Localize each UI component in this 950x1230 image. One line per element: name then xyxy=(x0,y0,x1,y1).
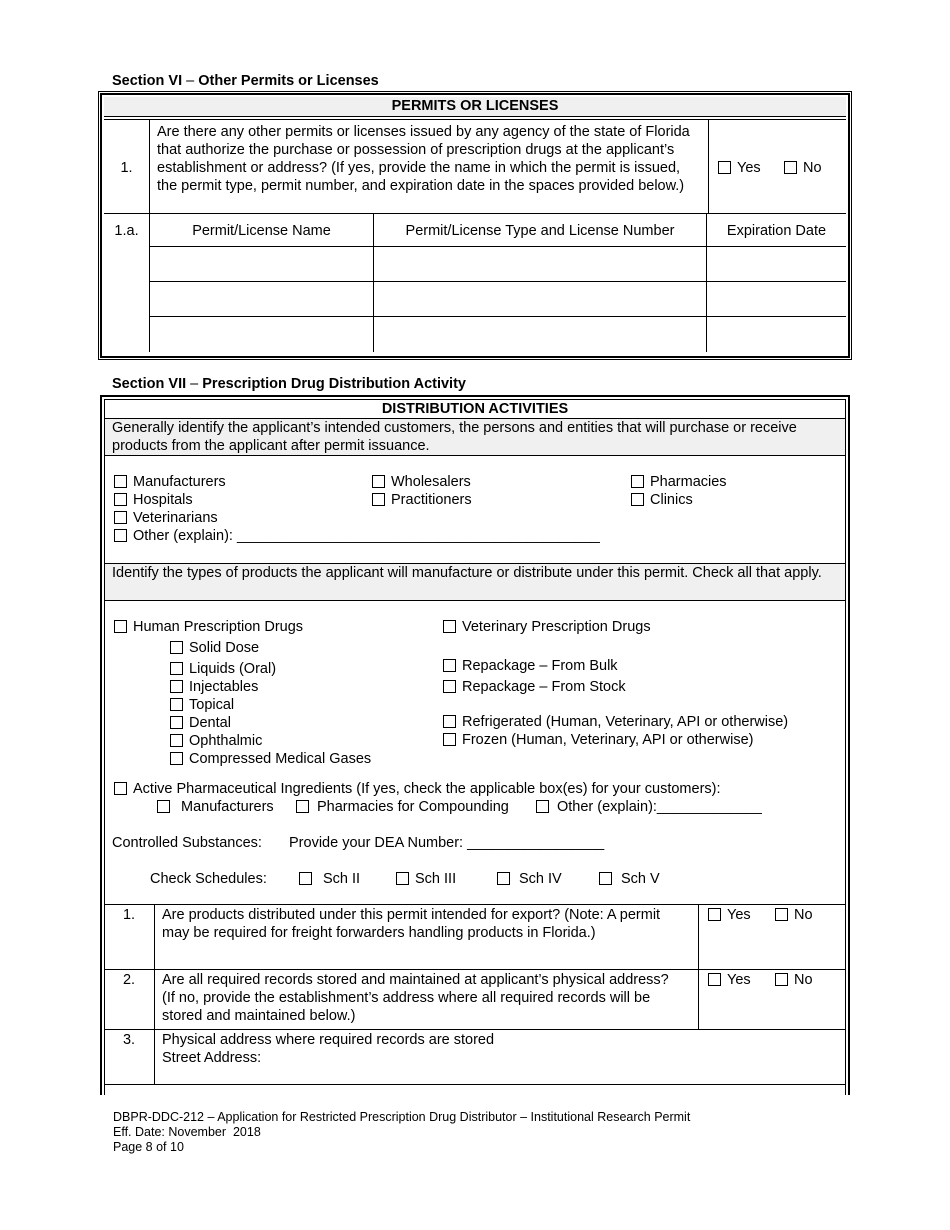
controlled-substances-label: Controlled Substances: xyxy=(112,835,262,851)
products-instruction: Identify the types of products the applicant will manufacture or distribute under this permit. Check all that apply. xyxy=(112,565,822,581)
col-permit-type: Permit/License Type and License Number xyxy=(405,223,675,239)
section-7-title: Section VII – Prescription Drug Distribution Activity xyxy=(112,376,466,392)
customer-manufacturers-option[interactable]: Manufacturers xyxy=(114,473,226,491)
col-expiration-date: Expiration Date xyxy=(726,223,827,239)
ophthalmic-checkbox[interactable] xyxy=(170,734,183,747)
human-rx-checkbox[interactable] xyxy=(114,620,127,633)
sch2-option[interactable]: Sch II xyxy=(299,870,360,888)
api-manufacturers-checkbox[interactable] xyxy=(157,800,170,813)
customer-hospitals-option[interactable]: Hospitals xyxy=(114,491,193,509)
sch4-option[interactable]: Sch IV xyxy=(497,870,562,888)
section-6-title: Section VI – Other Permits or Licenses xyxy=(112,73,379,89)
product-vet-rx-option[interactable]: Veterinary Prescription Drugs xyxy=(443,618,651,636)
other-checkbox[interactable] xyxy=(114,529,127,542)
no-checkbox[interactable] xyxy=(775,908,788,921)
medical-gases-checkbox[interactable] xyxy=(170,752,183,765)
permits-q1-yes-option[interactable]: Yes xyxy=(718,159,761,177)
permits-q1-text: Are there any other permits or licenses issued by any agency of the state of Florida that authorize the purchase or possession of prescription drugs at the applicant’s establishment or address? (If yes, provide the name in which the permit is issued, the permit type, permit number, and expiration date in the spaces provided below.) xyxy=(157,124,690,194)
product-repack-bulk-option[interactable]: Repackage – From Bulk xyxy=(443,657,618,675)
refrigerated-checkbox[interactable] xyxy=(443,715,456,728)
customer-veterinarians-option[interactable]: Veterinarians xyxy=(114,509,218,527)
sch2-checkbox[interactable] xyxy=(299,872,312,885)
product-ophthalmic-option[interactable]: Ophthalmic xyxy=(170,732,262,750)
product-frozen-option[interactable]: Frozen (Human, Veterinary, API or otherwise) xyxy=(443,731,753,749)
sch3-option[interactable]: Sch III xyxy=(396,870,456,888)
customer-other-option[interactable]: Other (explain): _____________________________________________ xyxy=(114,527,600,545)
product-human-rx-option[interactable]: Human Prescription Drugs xyxy=(114,618,303,636)
footer-form-title: DBPR-DDC-212 – Application for Restricted Prescription Drug Distributor – Institutional Research Permit xyxy=(113,1110,691,1124)
footer-eff-date: Eff. Date: November 2018 xyxy=(113,1125,261,1139)
question-2-no-option[interactable]: No xyxy=(775,971,813,989)
permits-table-header: PERMITS OR LICENSES xyxy=(391,98,559,114)
topical-checkbox[interactable] xyxy=(170,698,183,711)
veterinarians-checkbox[interactable] xyxy=(114,511,127,524)
sch3-checkbox[interactable] xyxy=(396,872,409,885)
liquids-checkbox[interactable] xyxy=(170,662,183,675)
repack-stock-checkbox[interactable] xyxy=(443,680,456,693)
product-liquids-option[interactable]: Liquids (Oral) xyxy=(170,660,276,678)
manufacturers-checkbox[interactable] xyxy=(114,475,127,488)
api-manufacturers-option[interactable]: Manufacturers xyxy=(157,798,274,816)
street-address-label: Street Address: xyxy=(162,1050,262,1066)
practitioners-checkbox[interactable] xyxy=(372,493,385,506)
distribution-table-header: DISTRIBUTION ACTIVITIES xyxy=(381,401,569,417)
injectables-checkbox[interactable] xyxy=(170,680,183,693)
sch5-option[interactable]: Sch V xyxy=(599,870,660,888)
dea-number-field[interactable]: Provide your DEA Number: _________________ xyxy=(289,835,605,851)
no-checkbox[interactable] xyxy=(775,973,788,986)
customer-practitioners-option[interactable]: Practitioners xyxy=(372,491,472,509)
api-option[interactable]: Active Pharmaceutical Ingredients (If yes, check the applicable box(es) for your customers): xyxy=(114,780,721,798)
question-1-no-option[interactable]: No xyxy=(775,906,813,924)
permits-q1-number: 1. xyxy=(120,160,133,176)
product-topical-option[interactable]: Topical xyxy=(170,696,234,714)
footer-page-number: Page 8 of 10 xyxy=(113,1140,184,1154)
product-solid-dose-option[interactable]: Solid Dose xyxy=(170,639,259,657)
api-other-option[interactable]: Other (explain):_____________ xyxy=(536,798,762,816)
dental-checkbox[interactable] xyxy=(170,716,183,729)
api-checkbox[interactable] xyxy=(114,782,127,795)
yes-checkbox[interactable] xyxy=(708,908,721,921)
product-medical-gases-option[interactable]: Compressed Medical Gases xyxy=(170,750,371,768)
question-2-yes-option[interactable]: Yes xyxy=(708,971,751,989)
product-injectables-option[interactable]: Injectables xyxy=(170,678,258,696)
yes-checkbox[interactable] xyxy=(718,161,731,174)
hospitals-checkbox[interactable] xyxy=(114,493,127,506)
customer-clinics-option[interactable]: Clinics xyxy=(631,491,693,509)
clinics-checkbox[interactable] xyxy=(631,493,644,506)
question-3-number: 3. xyxy=(122,1032,136,1048)
question-2-number: 2. xyxy=(122,972,136,988)
permits-q1a-number: 1.a. xyxy=(114,223,139,239)
product-refrigerated-option[interactable]: Refrigerated (Human, Veterinary, API or otherwise) xyxy=(443,713,788,731)
permits-q1-no-option[interactable]: No xyxy=(784,159,822,177)
sch5-checkbox[interactable] xyxy=(599,872,612,885)
yes-checkbox[interactable] xyxy=(708,973,721,986)
api-other-checkbox[interactable] xyxy=(536,800,549,813)
api-pharmacies-checkbox[interactable] xyxy=(296,800,309,813)
pharmacies-checkbox[interactable] xyxy=(631,475,644,488)
repack-bulk-checkbox[interactable] xyxy=(443,659,456,672)
solid-dose-checkbox[interactable] xyxy=(170,641,183,654)
frozen-checkbox[interactable] xyxy=(443,733,456,746)
check-schedules-label: Check Schedules: xyxy=(150,871,267,887)
question-3-line1: Physical address where required records are stored xyxy=(162,1032,495,1048)
customer-wholesalers-option[interactable]: Wholesalers xyxy=(372,473,471,491)
question-1-text: Are products distributed under this permit intended for export? (Note: A permit may be required for freight forwarders handling products in Florida.) xyxy=(162,907,661,941)
wholesalers-checkbox[interactable] xyxy=(372,475,385,488)
sch4-checkbox[interactable] xyxy=(497,872,510,885)
question-2-text: Are all required records stored and maintained at applicant’s physical address? (If no, provide the establishment’s address where all required records will be stored and maintained below.) xyxy=(162,972,669,1024)
question-1-yes-option[interactable]: Yes xyxy=(708,906,751,924)
api-pharmacies-option[interactable]: Pharmacies for Compounding xyxy=(296,798,509,816)
col-permit-name: Permit/License Name xyxy=(192,223,331,239)
customer-pharmacies-option[interactable]: Pharmacies xyxy=(631,473,727,491)
no-checkbox[interactable] xyxy=(784,161,797,174)
product-repack-stock-option[interactable]: Repackage – From Stock xyxy=(443,678,626,696)
product-dental-option[interactable]: Dental xyxy=(170,714,231,732)
customers-instruction: Generally identify the applicant’s intended customers, the persons and entities that will purchase or receive products from the applicant after permit issuance. xyxy=(112,420,797,454)
vet-rx-checkbox[interactable] xyxy=(443,620,456,633)
question-1-number: 1. xyxy=(122,907,136,923)
